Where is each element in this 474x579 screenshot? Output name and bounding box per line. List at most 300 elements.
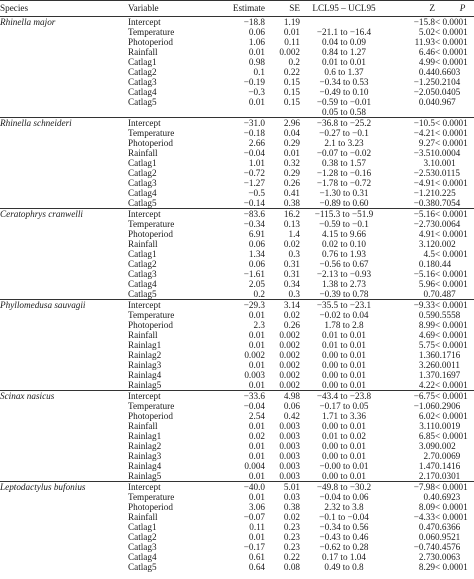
species-cell-empty [0,87,128,97]
cell-ci: −0.34 to 0.56 [319,522,369,532]
cell-ci: 0.00 to 0.01 [322,451,366,461]
cell-estimate: 3.06 [248,502,265,512]
cell-se: 0.04 [283,128,300,138]
cell-z [388,107,435,118]
cell-z: 8.09 [418,502,435,512]
cell-ci: 0.17 to 1.04 [322,552,366,562]
cell-z: −5.16 [388,209,435,220]
cell-ci: 0.00 to 0.01 [322,380,366,390]
cell-estimate: 0.64 [248,562,265,572]
cell-p: < 0.0001 [435,330,468,340]
cell-ci: 0.02 to 0.10 [322,239,366,249]
cell-p: < 0.0001 [435,57,468,67]
cell-estimate: −0.72 [243,168,265,178]
cell-z: 1.37 [418,370,435,380]
cell-p: < 0.0001 [435,279,468,289]
cell-se: 0.23 [283,542,300,552]
cell-se: 0.002 [279,380,300,390]
species-cell-empty [0,310,128,320]
table-row [0,482,474,493]
table-row [0,209,474,220]
cell-ci: −0.04 to 0.06 [319,492,369,502]
table-row [0,67,474,77]
cell-variable: Rainfall [128,239,158,249]
cell-ci: 1.78 to 2.8 [324,320,364,330]
species-cell-empty [0,522,128,532]
cell-variable: Catlag5 [128,97,157,107]
cell-estimate: 1.01 [248,158,265,168]
cell-variable: Rainlag2 [128,350,162,360]
cell-p: < 0.0001 [435,512,468,522]
cell-ci: −0.62 to 0.28 [319,542,369,552]
cell-se: 0.32 [283,158,300,168]
cell-variable: Rainlag4 [128,370,162,380]
cell-z: 6.85 [418,431,435,441]
cell-variable: Catlag4 [128,188,157,198]
cell-se: 0.003 [279,431,300,441]
cell-z: 4.69 [418,330,435,340]
cell-estimate: −0.3 [248,87,265,97]
table-row [0,340,474,350]
cell-estimate: 0.06 [248,27,265,37]
species-cell-empty [0,431,128,441]
species-cell-empty [0,532,128,542]
table-row [0,249,474,259]
cell-se: 0.002 [279,350,300,360]
cell-z: 6.46 [418,47,435,57]
cell-z: 4.5 [423,249,435,259]
cell-variable: Rainlag4 [128,461,162,471]
cell-z: 5.02 [418,27,435,37]
cell-estimate: −0.04 [243,148,265,158]
species-name: Scinax nasicus [0,391,128,402]
cell-estimate: 0.1 [253,67,265,77]
species-cell-empty [0,198,128,209]
species-cell-empty [0,552,128,562]
cell-z: 2.17 [418,471,435,481]
cell-se: 0.31 [283,259,300,269]
table-row [0,259,474,269]
table-row [0,17,474,28]
table-row [0,219,474,229]
cell-se: 0.003 [279,471,300,481]
table-row [0,107,474,118]
cell-p: 0.0019 [435,421,461,431]
cell-p: < 0.0001 [435,380,468,390]
cell-estimate: 0.01 [248,492,265,502]
cell-z: −1.25 [413,77,435,87]
cell-p [435,107,474,118]
table-row [0,37,474,47]
cell-variable: Temperature [128,492,175,502]
cell-z: −3.51 [413,148,435,158]
header-species: Species [0,1,128,17]
species-cell-empty [0,502,128,512]
cell-variable: Catlag1 [128,522,157,532]
cell-se: 0.02 [283,310,300,320]
cell-estimate: 0.11 [249,522,265,532]
cell-p: < 0.0001 [435,178,468,188]
species-cell-empty [0,178,128,188]
cell-p: 0.001 [435,158,456,168]
cell-p: 0.0115 [435,168,460,178]
species-cell-empty [0,542,128,552]
cell-z: −2.73 [413,219,435,229]
table-row [0,168,474,178]
cell-ci: 0.04 to 0.09 [322,37,366,47]
cell-variable: Temperature [128,27,175,37]
cell-z: −1.21 [413,188,435,198]
species-cell-empty [0,461,128,471]
species-cell-empty [0,107,128,118]
cell-variable: Rainlag3 [128,360,162,370]
cell-se: 16.2 [265,209,300,220]
cell-ci: 2.32 to 3.8 [324,502,364,512]
species-cell-empty [0,239,128,249]
cell-p: 0.2906 [435,401,461,411]
cell-p: 0.9521 [435,532,461,542]
species-cell-empty [0,330,128,340]
species-cell-empty [0,370,128,380]
table-header-row [0,1,474,17]
cell-z: 2.7 [423,451,435,461]
cell-estimate: −0.17 [243,542,265,552]
cell-ci: 0.00 to 0.01 [322,360,366,370]
table-row [0,380,474,391]
cell-ci: 0.84 to 1.27 [322,47,366,57]
cell-p: < 0.0001 [435,411,468,421]
cell-se: 0.38 [283,502,300,512]
cell-ci: 0.00 to 0.01 [322,421,366,431]
cell-p: < 0.0001 [435,502,468,512]
cell-z: −0.38 [413,198,435,208]
cell-variable: Intercept [128,300,210,311]
cell-se: 0.29 [283,168,300,178]
cell-se: 0.03 [283,492,300,502]
cell-z: 4.99 [418,57,435,67]
species-cell-empty [0,360,128,370]
table-row [0,57,474,67]
cell-ci: 2.1 to 3.23 [324,138,364,148]
cell-estimate: 0.61 [248,552,265,562]
cell-estimate: −33.6 [210,391,265,402]
cell-ci: 0.00 to 0.01 [322,471,366,481]
cell-ci: −43.4 to −23.8 [300,391,388,402]
table-row [0,148,474,158]
table-row [0,401,474,411]
cell-ci: 0.00 to 0.01 [322,350,366,360]
species-cell-empty [0,451,128,461]
cell-estimate: 1.06 [248,37,265,47]
cell-variable: Catlag1 [128,158,157,168]
table-row [0,87,474,97]
cell-estimate: 6.91 [248,229,265,239]
species-cell-empty [0,269,128,279]
cell-ci: 1.71 to 3.36 [322,411,366,421]
cell-se: 5.01 [265,482,300,493]
cell-p: 0.6603 [435,67,461,77]
table-row [0,279,474,289]
species-cell-empty [0,492,128,502]
cell-estimate: −0.5 [248,188,265,198]
species-cell-empty [0,188,128,198]
cell-ci: −0.56 to 0.67 [319,259,369,269]
cell-estimate: 2.54 [248,411,265,421]
cell-variable: Rainlag3 [128,451,162,461]
cell-p: < 0.0001 [435,431,468,441]
cell-variable: Photoperiod [128,37,173,47]
cell-variable: Catlag2 [128,67,157,77]
cell-z: 4.22 [418,380,435,390]
cell-p: 0.4576 [435,542,461,552]
table-row [0,502,474,512]
cell-variable: Intercept [128,209,210,220]
cell-p: < 0.0001 [435,562,468,572]
table-row [0,532,474,542]
header-se: SE [265,1,300,17]
cell-variable: Intercept [128,391,210,402]
cell-estimate: 0.004 [244,461,265,471]
species-cell-empty [0,411,128,421]
cell-p: 0.487 [435,289,456,299]
cell-se: 2.96 [265,118,300,129]
cell-variable: Temperature [128,401,175,411]
species-cell-empty [0,158,128,168]
cell-ci: 0.38 to 1.57 [322,158,366,168]
cell-p: < 0.0001 [435,128,468,138]
cell-p: 0.0064 [435,219,461,229]
table-row [0,229,474,239]
cell-se: 0.02 [283,239,300,249]
cell-variable: Catlag5 [128,198,157,208]
table-row [0,441,474,451]
cell-se: 0.01 [283,148,300,158]
cell-p: 0.0063 [435,552,461,562]
header-estimate: Estimate [210,1,265,17]
cell-se [265,107,300,118]
cell-estimate: −0.18 [243,128,265,138]
cell-variable: Rainlag1 [128,431,162,441]
cell-variable: Catlag4 [128,87,157,97]
cell-z: 0.7 [423,289,435,299]
cell-z: −4.33 [413,512,435,522]
cell-variable: Catlag3 [128,178,157,188]
cell-z: 3.26 [418,360,435,370]
cell-ci: 0.01 to 0.01 [322,330,366,340]
cell-ci: 0.01 to 0.01 [322,57,366,67]
cell-se: 0.42 [283,411,300,421]
cell-estimate: 0.01 [248,97,265,107]
cell-se: 0.23 [283,532,300,542]
cell-se: 0.3 [288,289,300,299]
cell-estimate: −0.04 [243,401,265,411]
cell-estimate: −31.0 [210,118,265,129]
table-row [0,239,474,249]
cell-p: 0.0004 [435,148,461,158]
table-row [0,198,474,209]
cell-ci: 0.00 to 0.01 [322,441,366,451]
cell-se: 0.01 [283,27,300,37]
cell-estimate: 1.34 [248,249,265,259]
cell-z: −10.5 [388,118,435,129]
table-row [0,562,474,572]
cell-z: 2.73 [418,552,435,562]
cell-p: < 0.0001 [435,320,468,330]
species-cell-empty [0,562,128,572]
species-cell-empty [0,512,128,522]
table-row [0,128,474,138]
species-cell-empty [0,37,128,47]
cell-p: < 0.0001 [435,340,468,350]
cell-p: 0.0069 [435,451,461,461]
cell-se: 0.003 [279,421,300,431]
table-row [0,310,474,320]
cell-z: −9.33 [388,300,435,311]
table-row [0,391,474,402]
cell-se: 0.38 [283,198,300,208]
cell-variable: Catlag4 [128,279,157,289]
cell-z: −0.74 [413,542,435,552]
cell-z: 0.47 [418,522,435,532]
cell-ci: 0.05 to 0.58 [322,107,366,117]
cell-estimate: 0.06 [248,239,265,249]
cell-z: −4.91 [413,178,435,188]
cell-ci: −2.13 to −0.93 [316,269,372,279]
species-cell-empty [0,47,128,57]
cell-ci: −0.27 to −0.1 [319,128,369,138]
table-row [0,138,474,148]
table-row [0,411,474,421]
cell-se: 0.15 [283,77,300,87]
cell-estimate: 0.2 [253,289,265,299]
cell-ci: 0.6 to 1.37 [324,67,364,77]
cell-estimate: −1.27 [243,178,265,188]
cell-ci: 0.01 to 0.02 [322,431,366,441]
cell-z: 6.02 [418,411,435,421]
species-cell-empty [0,340,128,350]
cell-variable: Intercept [128,17,161,27]
cell-estimate: 0.02 [248,431,265,441]
cell-estimate: 0.01 [248,330,265,340]
cell-ci: −36.8 to −25.2 [300,118,388,129]
table-row [0,320,474,330]
cell-z: 0.59 [418,310,435,320]
cell-p: < 0.0001 [435,37,468,47]
table-row [0,461,474,471]
cell-p: < 0.0001 [435,269,468,279]
cell-z: 3.12 [418,239,435,249]
cell-estimate [210,107,265,118]
species-cell-empty [0,57,128,67]
species-cell-empty [0,27,128,37]
header-ci: LCL95 – UCL95 [300,1,388,17]
table-row [0,158,474,168]
table-row [0,269,474,279]
cell-p: 0.0011 [435,360,460,370]
table-row [0,27,474,37]
cell-ci: 4.15 to 9.66 [322,229,366,239]
cell-se: 4.98 [265,391,300,402]
cell-ci: −35.5 to −23.1 [300,300,388,311]
cell-variable: Catlag5 [128,562,157,572]
table-row [0,47,474,57]
table-row [0,289,474,300]
species-cell-empty [0,289,128,300]
cell-se: 0.34 [283,279,300,289]
species-cell-empty [0,219,128,229]
cell-estimate: 0.01 [248,441,265,451]
cell-ci: −0.02 to 0.04 [319,310,369,320]
species-cell-empty [0,97,128,107]
cell-estimate: 0.01 [248,380,265,390]
table-row [0,97,474,107]
cell-z: −4.21 [413,128,435,138]
cell-se: 0.22 [283,552,300,562]
species-cell-empty [0,249,128,259]
cell-ci: −0.07 to −0.02 [316,148,372,158]
cell-ci: −0.17 to 0.05 [319,401,369,411]
species-cell-empty [0,320,128,330]
cell-estimate: 0.98 [248,57,265,67]
cell-ci [300,17,388,28]
table-row [0,421,474,431]
cell-p: < 0.0001 [435,27,468,37]
cell-ci: −115.3 to −51.9 [300,209,388,220]
cell-estimate: 2.66 [248,138,265,148]
cell-z: 8.99 [418,320,435,330]
cell-se: 0.13 [283,219,300,229]
cell-z: −5.16 [413,269,435,279]
cell-p: 0.1697 [435,370,461,380]
cell-ci: 1.38 to 2.73 [322,279,366,289]
cell-ci: −1.78 to −0.72 [316,178,372,188]
cell-estimate: −0.07 [243,512,265,522]
cell-z: 0.06 [418,532,435,542]
cell-estimate: 0.06 [248,259,265,269]
cell-variable: Rainlag1 [128,340,162,350]
cell-p: < 0.0001 [435,391,474,402]
header-z: Z [388,1,435,17]
cell-se: 0.22 [283,67,300,77]
cell-ci: −0.89 to 0.60 [319,198,369,208]
cell-variable: Catlag3 [128,77,157,87]
cell-ci: −0.00 to 0.01 [319,461,369,471]
cell-z: 3.1 [423,158,435,168]
species-cell-empty [0,421,128,431]
cell-ci: 0.01 to 0.01 [322,340,366,350]
cell-z: −7.98 [388,482,435,493]
table-row [0,492,474,502]
cell-variable: Catlag2 [128,168,157,178]
cell-p: 0.002 [435,441,456,451]
cell-p: < 0.0001 [435,47,468,57]
cell-p: 0.44 [435,259,452,269]
header-variable: Variable [128,1,210,17]
cell-se: 0.003 [279,461,300,471]
species-cell-empty [0,128,128,138]
cell-p: < 0.0001 [435,17,468,27]
cell-se: 0.002 [279,330,300,340]
species-name: Rhinella schneideri [0,118,128,129]
cell-variable: Catlag4 [128,552,157,562]
species-name: Rhinella major [0,17,56,27]
cell-z: 0.44 [418,67,435,77]
cell-z: 0.4 [423,492,435,502]
cell-variable: Rainlag5 [128,471,162,481]
cell-ci: 0.76 to 1.93 [322,249,366,259]
table-row [0,451,474,461]
cell-p: 0.2104 [435,77,461,87]
